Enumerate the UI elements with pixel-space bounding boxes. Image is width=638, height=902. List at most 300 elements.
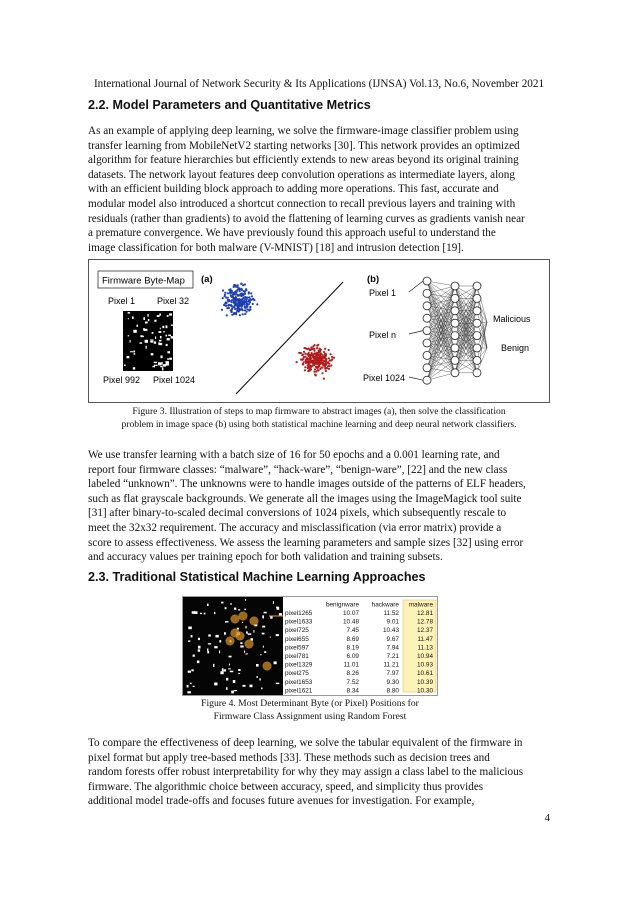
caption-line: Figure 3. Illustration of steps to map firmware to abstract images (a), then solve the classification (132, 406, 506, 417)
scatter-point-blue (231, 290, 233, 292)
scatter-point-blue (252, 298, 254, 300)
byte-map-pixel (154, 365, 155, 368)
nn-pixel-1-label: Pixel 1 (369, 288, 397, 298)
scatter-point-red (307, 367, 309, 369)
pixel-image-dot (240, 646, 243, 648)
figure-4-graphic (183, 597, 437, 695)
scatter-point-red (310, 349, 312, 351)
pixel-image-dot (197, 661, 200, 664)
table-cell: 10.30 (417, 687, 433, 695)
pixel-image-dot (224, 669, 227, 671)
scatter-point-red (311, 365, 313, 367)
figure-4-caption (160, 698, 460, 723)
nn-node (423, 364, 431, 372)
pixel-image-dot (256, 664, 259, 667)
nn-node (473, 307, 481, 315)
byte-map-pixel (143, 330, 144, 331)
scatter-point-red (328, 357, 330, 359)
pixel-image-dot (214, 646, 217, 648)
pixel-image-dot (213, 664, 214, 667)
figure-4 (182, 596, 438, 696)
scatter-point-red (322, 359, 324, 361)
scatter-point-blue (222, 289, 224, 291)
byte-map-pixel (161, 362, 162, 365)
table-cell: 11.01 (343, 661, 359, 669)
byte-map-pixel (155, 337, 156, 340)
scatter-point-blue (231, 305, 233, 307)
text-line: As an example of applying deep learning, we solve the firmware-image classifier problem using (88, 125, 519, 137)
byte-map-pixel (152, 366, 154, 367)
scatter-point-blue (241, 301, 243, 303)
text-line: To compare the effectiveness of deep learning, we solve the tabular equivalent of the firmware in (88, 737, 523, 749)
nn-node (473, 282, 481, 290)
scatter-point-blue (228, 304, 230, 306)
scatter-point-red (323, 365, 325, 367)
pixel-image-dot (264, 651, 266, 653)
table-cell: 11.52 (383, 610, 399, 617)
pixel-image-dot (188, 671, 191, 673)
nn-node (451, 294, 459, 302)
nn-node (473, 356, 481, 364)
nn-input-arrow (409, 281, 423, 292)
scatter-point-blue (243, 296, 245, 298)
table-row-label: pixel725 (285, 627, 309, 635)
scatter-point-blue (246, 297, 248, 299)
table-cell: 11.47 (417, 635, 433, 643)
table-cell: 6.09 (346, 653, 359, 660)
byte-map-pixel (157, 315, 160, 317)
text-line: a premature convergence. We have previously found this approach useful to understand the (88, 227, 496, 240)
byte-map-pixel (145, 322, 148, 324)
pixel-image-dot (200, 613, 202, 614)
byte-map-pixel (140, 342, 143, 344)
pixel-image-dot (273, 601, 274, 604)
scatter-point-red (313, 355, 315, 357)
table-cell: 10.43 (383, 627, 399, 635)
pixel-image-dot (214, 612, 215, 614)
pixel-image-dot (233, 680, 236, 683)
scatter-point-red (322, 355, 324, 357)
byte-map-pixel (148, 319, 150, 321)
pixel-image-dot (229, 664, 230, 666)
pixel-image-dot (238, 673, 240, 674)
scatter-point-red (308, 369, 310, 371)
pixel-image-dot (245, 599, 246, 601)
pixel-image-dot (238, 609, 240, 610)
scatter-point-blue (228, 289, 230, 291)
byte-map-pixel (171, 325, 174, 326)
scatter-point-red (302, 363, 304, 365)
scatter-point-red (303, 347, 305, 349)
scatter-point-blue (240, 283, 242, 285)
pixel-image-dot (194, 611, 197, 614)
text-line: firmware. The algorithmic choice between accuracy, speed, and simplicity thus provides (88, 780, 484, 793)
scatter-point-red (316, 347, 318, 349)
scatter-point-red (304, 353, 306, 355)
pixel-image-dot (245, 626, 246, 629)
byte-map-pixel (128, 312, 131, 314)
section-heading-2-2: 2.2. Model Parameters and Quantitative Metrics (88, 98, 371, 112)
scatter-point-blue (232, 294, 234, 296)
pixel-image-dot (208, 643, 211, 644)
table-cell: 9.30 (386, 678, 399, 686)
text-line: algorithm for feature hierarchies but efficiently extends to new areas beyond its original training (88, 154, 519, 167)
scatter-point-blue (249, 306, 251, 308)
scatter-point-red (325, 359, 327, 361)
nn-node (423, 277, 431, 285)
scatter-point-red (313, 348, 315, 350)
nn-node (451, 369, 459, 377)
byte-map-pixel (158, 362, 161, 365)
caption-line: Figure 4. Most Determinant Byte (or Pixel) Positions for (201, 698, 419, 709)
pixel-image-dot (226, 678, 228, 681)
scatter-point-red (327, 361, 329, 363)
scatter-point-blue (235, 296, 237, 298)
caption-line: problem in image space (b) using both statistical machine learning and deep neural network classifiers. (121, 418, 517, 430)
scatter-point-red (333, 357, 335, 359)
pixel-image-dot (262, 615, 264, 618)
byte-map-pixel (161, 356, 163, 359)
pixel-image-dot (240, 642, 242, 644)
nn-node (451, 344, 459, 352)
caption-line: Firmware Class Assignment using Random Forest (213, 710, 407, 722)
pixel-image-dot (276, 683, 280, 684)
text-line: We use transfer learning with a batch size of 16 for 50 epochs and a 0.001 learning rate, and (88, 449, 500, 461)
scatter-point-blue (237, 298, 239, 300)
text-line: score to assess effectiveness. We assess the learning parameters and sample sizes [32] using error (88, 536, 524, 549)
byte-map-pixel (132, 317, 134, 319)
pixel-image-dot (261, 688, 262, 690)
nn-node (451, 332, 459, 340)
pixel-image-dot (264, 612, 267, 614)
important-pixel-marker (239, 612, 247, 620)
byte-map-pixel (167, 338, 170, 340)
scatter-point-blue (237, 302, 239, 304)
byte-map-pixel (167, 358, 168, 360)
section-2-2-paragraph (88, 124, 550, 255)
scatter-point-blue (248, 292, 250, 294)
scatter-point-red (324, 368, 326, 370)
pixel-image-dot (248, 633, 252, 635)
text-line: [31] after binary-to-scaled decimal conversions of 1024 pixels, which subsequently rescale to (88, 507, 507, 520)
figure-3-illustration (89, 260, 549, 402)
pixel-image-dot (259, 678, 260, 680)
pixel-image-dot (234, 608, 236, 610)
scatter-point-blue (222, 297, 224, 299)
byte-map-pixel (130, 340, 131, 343)
nn-node (473, 344, 481, 352)
byte-map-pixel (143, 317, 145, 320)
table-cell: 8.26 (346, 670, 359, 678)
table-cell: 10.61 (417, 670, 433, 678)
pixel-image-dot (193, 655, 195, 657)
byte-map-pixel (160, 328, 161, 330)
important-pixel-marker (236, 632, 244, 640)
paragraph-training (88, 448, 550, 565)
pixel-992-label: Pixel 992 (103, 375, 141, 385)
table-cell: 7.52 (346, 678, 359, 686)
scatter-point-red (309, 354, 311, 356)
nn-node (423, 351, 431, 359)
nn-node (423, 339, 431, 347)
scatter-point-blue (246, 309, 248, 311)
scatter-point-red (316, 345, 318, 347)
scatter-point-blue (233, 284, 235, 286)
pixel-image-dot (207, 604, 209, 606)
table-row-label: pixel1329 (285, 661, 313, 669)
byte-map-pixel (146, 346, 147, 349)
table-cell: 8.80 (386, 687, 399, 695)
scatter-point-blue (239, 314, 241, 316)
byte-map-title: Firmware Byte-Map (102, 275, 185, 287)
neural-network-diagram (409, 277, 487, 384)
scatter-point-blue (224, 292, 226, 294)
scatter-point-blue (237, 284, 239, 286)
text-line: and accuracy values per training epoch for both validation and training subsets. (88, 551, 443, 564)
nn-node (451, 319, 459, 327)
text-line: random forests offer robust interpretability for why they may assign a class label to the malicious (88, 766, 524, 779)
table-cell: 12.78 (417, 618, 433, 626)
scatter-point-red (312, 345, 314, 347)
byte-map-pixel (154, 341, 156, 343)
byte-map-pixel (154, 362, 157, 363)
scatter-point-blue (235, 304, 237, 306)
byte-map-pixel (159, 314, 161, 316)
pixel-1-label: Pixel 1 (108, 296, 136, 306)
pixel-image-dot (207, 649, 208, 652)
table-cell: 12.37 (417, 627, 433, 635)
pixel-image-dot (219, 640, 221, 642)
nn-node (423, 314, 431, 322)
important-pixel-marker (231, 615, 239, 623)
scatter-point-red (305, 362, 307, 364)
scatter-point-blue (252, 303, 254, 305)
scatter-point-blue (227, 292, 229, 294)
byte-map-pixel (124, 365, 126, 366)
scatter-point-red (318, 365, 320, 367)
scatter-cluster-red (296, 344, 336, 380)
nn-node (473, 319, 481, 327)
scatter-point-blue (240, 288, 242, 290)
table-cell: 7.97 (386, 670, 399, 678)
scatter-point-red (309, 362, 311, 364)
scatter-point-blue (241, 308, 243, 310)
scatter-point-red (328, 368, 330, 370)
scatter-point-red (306, 353, 308, 355)
scatter-point-blue (226, 314, 228, 316)
byte-map-pixel (127, 356, 130, 358)
pixel-image-dot (250, 685, 253, 688)
pixel-image-dot (224, 632, 226, 635)
table-cell: 8.19 (346, 644, 359, 652)
scatter-point-blue (256, 303, 258, 305)
table-cell: 7.94 (386, 644, 399, 652)
table-cell: 8.69 (346, 635, 359, 643)
scatter-point-red (314, 368, 316, 370)
pixel-image-dot (214, 683, 217, 686)
scatter-point-blue (238, 288, 240, 290)
scatter-point-blue (241, 293, 243, 295)
pixel-image-dot (274, 661, 277, 664)
pixel-image-dot (191, 669, 193, 671)
byte-map-pixel (143, 336, 144, 338)
pixel-image-dot (238, 669, 240, 671)
scatter-point-red (298, 352, 300, 354)
scatter-point-red (296, 361, 298, 363)
table-column-header: benignware (325, 601, 359, 609)
scatter-point-red (331, 356, 333, 358)
scatter-point-red (323, 351, 325, 353)
scatter-point-blue (244, 309, 246, 311)
byte-map-pixel (159, 331, 162, 333)
table-cell: 7.21 (386, 653, 399, 660)
scatter-point-red (310, 368, 312, 370)
byte-map-pixel (167, 315, 169, 317)
pixel-image-dot (246, 653, 248, 654)
nn-node (451, 307, 459, 315)
table-cell: 8.34 (346, 687, 359, 695)
scatter-point-blue (236, 291, 238, 293)
scatter-point-red (318, 350, 320, 352)
scatter-point-blue (221, 309, 223, 311)
scatter-point-blue (250, 292, 252, 294)
scatter-point-blue (237, 295, 239, 297)
scatter-point-red (309, 357, 311, 359)
scatter-point-blue (229, 300, 231, 302)
scatter-point-blue (239, 290, 241, 292)
pixel-image-dot (276, 607, 279, 608)
pixel-image-dot (221, 602, 223, 604)
pixel-image-dot (220, 671, 223, 674)
byte-map-pixel (160, 366, 162, 367)
pixel-image-dot (244, 651, 245, 653)
byte-map-pixel (154, 320, 156, 322)
byte-map-pixel (167, 351, 170, 353)
table-row-label: pixel275 (285, 670, 309, 678)
scatter-point-red (329, 353, 331, 355)
scatter-point-red (303, 351, 305, 353)
table-cell: 7.45 (346, 627, 359, 635)
figure-3-caption (88, 406, 550, 431)
text-line: such as flat grayscale backgrounds. We generate all the images using the ImageMagick tool suite (88, 492, 522, 505)
journal-header: International Journal of Network Security & Its Applications (IJNSA) Vol.13, No.6, November 2021 (93, 78, 545, 90)
pixel-32-label: Pixel 32 (157, 296, 190, 306)
pixel-1024-label: Pixel 1024 (153, 375, 196, 385)
pixel-image-dot (188, 627, 192, 630)
pixel-image-dot (222, 668, 224, 671)
nn-node (423, 289, 431, 297)
scatter-point-blue (228, 307, 230, 309)
byte-map-pixel (166, 361, 170, 364)
byte-map-pixel (171, 336, 174, 339)
text-line: image classification for both malware (V-MNIST) [18] and intrusion detection [19]. (88, 241, 464, 254)
scatter-point-red (301, 354, 303, 356)
scatter-cluster-blue (221, 283, 259, 317)
scatter-point-red (316, 363, 318, 365)
text-line: residuals (rather than gradients) to avoid the flattening of learning curves as gradients vanish near (88, 212, 525, 225)
pixel-image-dot (198, 646, 201, 649)
important-pixel-marker (245, 640, 253, 648)
text-line: modular model also introduced a shortcut connection to recall previous layers and training with (88, 197, 516, 210)
pixel-image-dot (193, 686, 195, 687)
table-row-label: pixel597 (285, 644, 309, 652)
scatter-point-red (328, 365, 330, 367)
pixel-image-dot (260, 654, 261, 655)
pixel-image-dot (228, 668, 231, 669)
pixel-image-dot (188, 640, 190, 642)
pixel-image-dot (229, 656, 232, 658)
table-row-label: pixel1621 (285, 687, 313, 695)
scatter-point-blue (249, 309, 251, 311)
scatter-point-red (311, 352, 313, 354)
scatter-point-blue (243, 303, 245, 305)
table-cell: 11.21 (383, 661, 399, 669)
nn-node (473, 332, 481, 340)
scatter-point-blue (242, 313, 244, 315)
scatter-point-blue (231, 296, 233, 298)
text-line: additional model trade-offs and focuses future avenues for investigation. For example, (88, 795, 475, 808)
scatter-point-red (321, 372, 323, 374)
pixel-image-dot (230, 671, 234, 673)
pixel-image-dot (187, 685, 189, 688)
scatter-point-red (309, 360, 311, 362)
table-cell: 10.39 (417, 678, 433, 686)
scatter-point-blue (243, 290, 245, 292)
pixel-image-dot (246, 631, 248, 633)
byte-map-pixel (128, 318, 129, 319)
important-pixel-marker (250, 617, 258, 625)
figure-3 (88, 259, 550, 403)
scatter-point-blue (241, 305, 243, 307)
scatter-point-red (316, 357, 318, 359)
pixel-image-dot (243, 685, 246, 687)
scatter-point-blue (233, 292, 235, 294)
pixel-image-dot (262, 633, 265, 635)
byte-map-pixel (128, 335, 129, 336)
scatter-point-blue (235, 313, 237, 315)
nn-connection (427, 348, 455, 380)
table-cell: 11.13 (417, 644, 433, 652)
scatter-point-blue (231, 309, 233, 311)
nn-input-arrow (409, 331, 423, 334)
byte-map-pixel (168, 335, 171, 337)
table-column-header: hackware (371, 601, 399, 609)
text-line: report four firmware classes: “malware”, “hack-ware”, “benign-ware”, [22] and the new class (88, 463, 508, 476)
scatter-point-red (324, 348, 326, 350)
byte-map-pixel (162, 326, 164, 328)
scatter-point-blue (233, 312, 235, 314)
table-cell: 10.93 (417, 661, 433, 669)
scatter-point-blue (238, 310, 240, 312)
scatter-point-red (330, 364, 332, 366)
byte-map-pixel (169, 313, 172, 315)
scatter-point-red (324, 355, 326, 357)
nn-pixel-1024-label: Pixel 1024 (363, 373, 406, 383)
nn-node (423, 327, 431, 335)
pixel-image-dot (279, 613, 282, 615)
output-benign-label: Benign (501, 343, 530, 353)
byte-map-pixel (163, 364, 166, 366)
byte-map-pixel (151, 353, 154, 355)
byte-map-pixel (155, 365, 157, 366)
scatter-point-red (323, 378, 325, 380)
text-line: with an efficient building block approach to adding more operations. This fast, accurate and (88, 183, 499, 196)
byte-map-pixel (133, 330, 137, 333)
byte-map-pixel (163, 331, 164, 333)
pixel-image-dot (270, 637, 271, 638)
scatter-point-blue (244, 292, 246, 294)
pixel-image-dot (242, 622, 243, 623)
